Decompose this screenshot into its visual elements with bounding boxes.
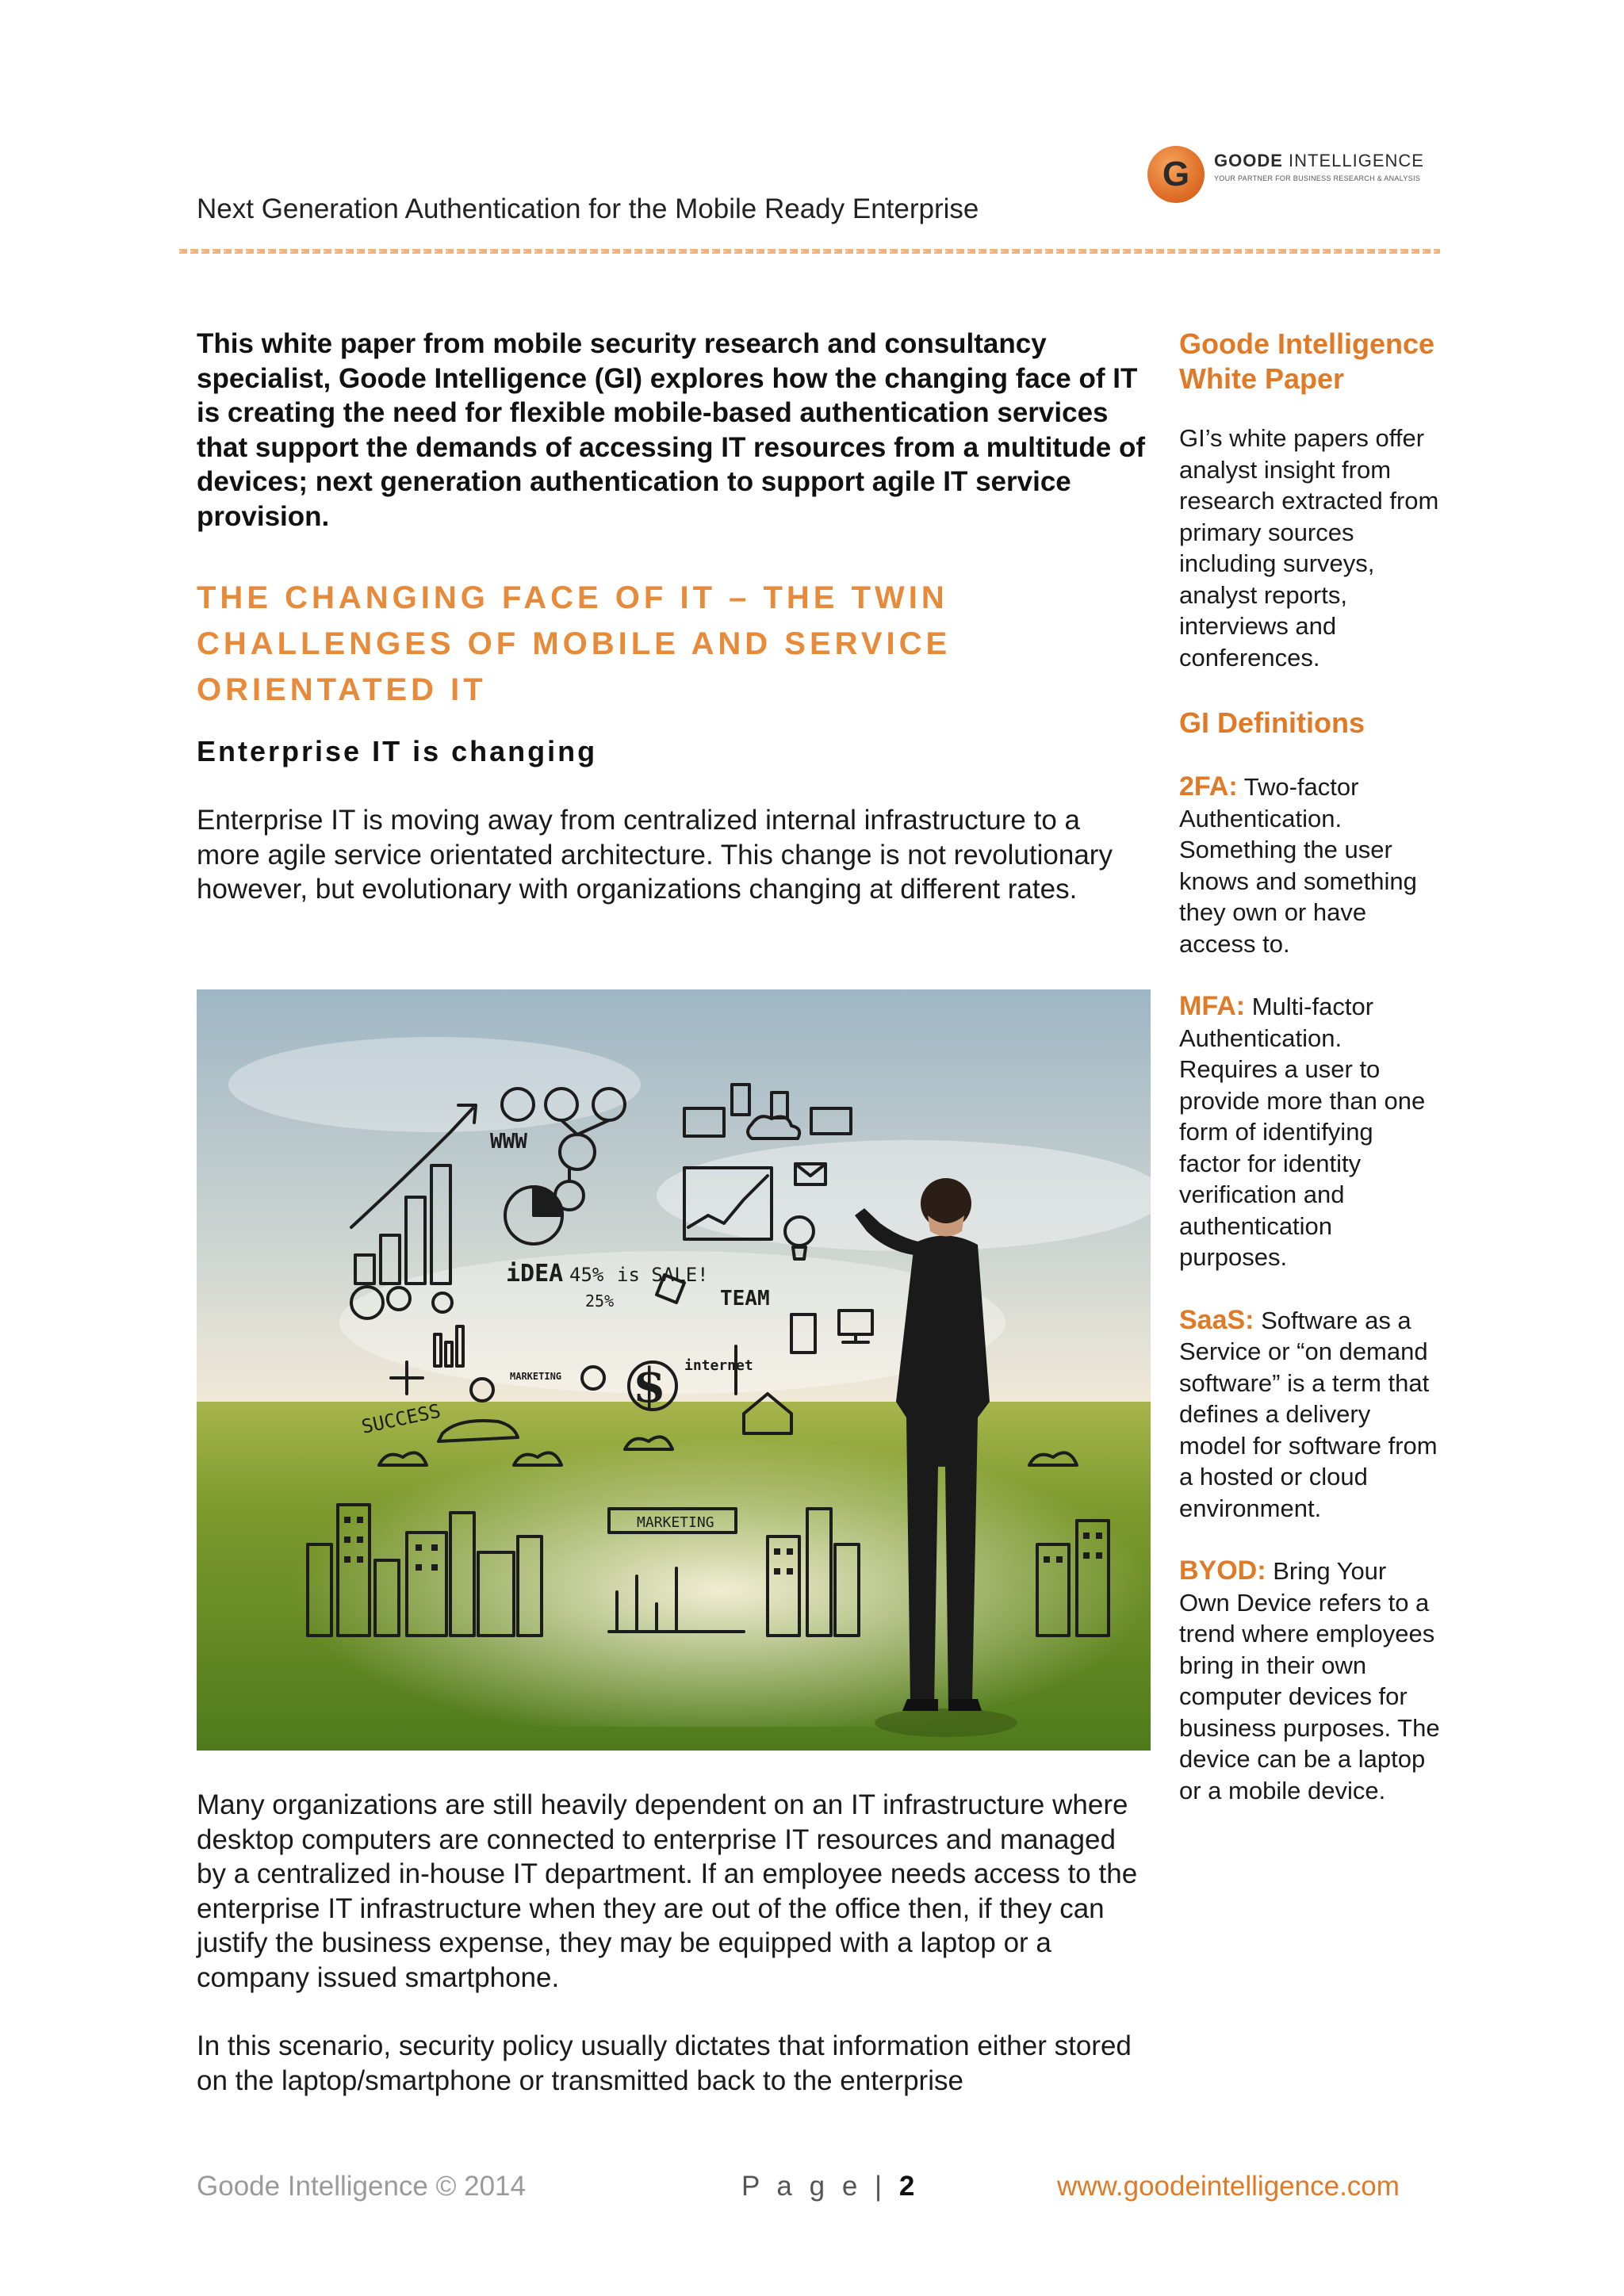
label-25pct: 25%: [585, 1292, 615, 1311]
definition-text: Bring Your Own Device refers to a trend where employees bring in their own computer devices for business purposes. The device can be a laptop or a mobile device.: [1179, 1557, 1440, 1804]
header-divider: [179, 247, 1440, 255]
definition-term: BYOD:: [1179, 1556, 1266, 1586]
label-team: TEAM: [720, 1287, 770, 1311]
business-concept-image: [197, 989, 1151, 1751]
page-label: P a g e |: [741, 2171, 887, 2202]
definitions-title: GI Definitions: [1179, 706, 1365, 739]
definition-text: Software as a Service or “on demand software” is a term that defines a delivery model for software from a hosted or cloud environment.: [1179, 1306, 1438, 1522]
definition-term: 2FA:: [1179, 771, 1238, 802]
definition-term: SaaS:: [1179, 1304, 1254, 1335]
label-marketing: MARKETING: [510, 1371, 562, 1382]
main-column: [197, 327, 1148, 2096]
intro-summary: This white paper from mobile security research and consultancy specialist, Goode Intelligence (GI) explores how the changing face of IT is creating the need for flexible mobile-based authentication services that support the demands of accessing IT resources from a multitude of devices; next generation authentication to support agile IT service provision.: [197, 328, 1146, 532]
label-www: WWW: [490, 1130, 527, 1154]
definition-mfa: [1179, 991, 1441, 1273]
label-marketing-2: MARKETING: [637, 1514, 714, 1531]
running-header-title: Next Generation Authentication for the Mobile Ready Enterprise: [197, 193, 979, 224]
label-success: SUCCESS: [359, 1399, 443, 1438]
definition-term: MFA:: [1179, 991, 1246, 1021]
footer-copyright: Goode Intelligence © 2014: [197, 2171, 526, 2202]
definition-byod: [1179, 1556, 1441, 1806]
label-dollar: $: [633, 1358, 666, 1414]
sidebar-description: GI’s white papers offer analyst insight from research extracted from primary sources including surveys, analyst reports, interviews and conferences.: [1179, 424, 1439, 672]
definition-text: Two-factor Authentication. Something the user knows and something they own or have access to.: [1179, 773, 1417, 958]
footer-website-link[interactable]: www.goodeintelligence.com: [1057, 2171, 1400, 2202]
paragraph-1: Enterprise IT is moving away from centralized internal infrastructure to a more agile service orientated architecture. This change is not revolutionary however, but evolutionary with organizations changing at different rates.: [197, 805, 1113, 905]
paragraph-2: Many organizations are still heavily dependent on an IT infrastructure where desktop computers are connected to enterprise IT resources and managed by a centralized in-house IT department. If an employee needs access to the enterprise IT infrastructure when they are out of the office then, if they can justify the business expense, they may be equipped with a laptop or a company issued smartphone.: [197, 1789, 1138, 1993]
label-internet: internet: [684, 1357, 753, 1374]
goode-intelligence-logo: [1144, 143, 1424, 206]
page-number: 2: [898, 2171, 915, 2202]
label-idea: iDEA: [506, 1260, 564, 1288]
section-heading: THE CHANGING FACE OF IT – THE TWIN CHALLENGES OF MOBILE AND SERVICE ORIENTATED IT: [197, 580, 952, 707]
subheading: Enterprise IT is changing: [197, 735, 598, 767]
logo-tagline: YOUR PARTNER FOR BUSINESS RESEARCH & ANALYSIS: [1214, 174, 1421, 182]
label-idea-pct: 45%: [569, 1264, 604, 1286]
definition-2fa: [1179, 771, 1441, 959]
footer-page-number: [741, 2171, 914, 2202]
svg-text:G: G: [1162, 155, 1190, 193]
sidebar: [1179, 327, 1441, 1806]
logo-wordmark: GOODE INTELLIGENCE: [1214, 151, 1424, 170]
logo-mark-icon: [1144, 143, 1208, 206]
definition-text: Multi-factor Authentication. Requires a user to provide more than one form of identifying factor for identity verification and authentication purposes.: [1179, 993, 1426, 1271]
paragraph-3: In this scenario, security policy usually dictates that information either stored on the laptop/smartphone or transmitted back to the enterprise: [197, 2030, 1132, 2096]
definition-saas: [1179, 1305, 1441, 1525]
label-sale: is SALE!: [617, 1264, 709, 1286]
sidebar-title: Goode Intelligence White Paper: [1179, 327, 1435, 395]
